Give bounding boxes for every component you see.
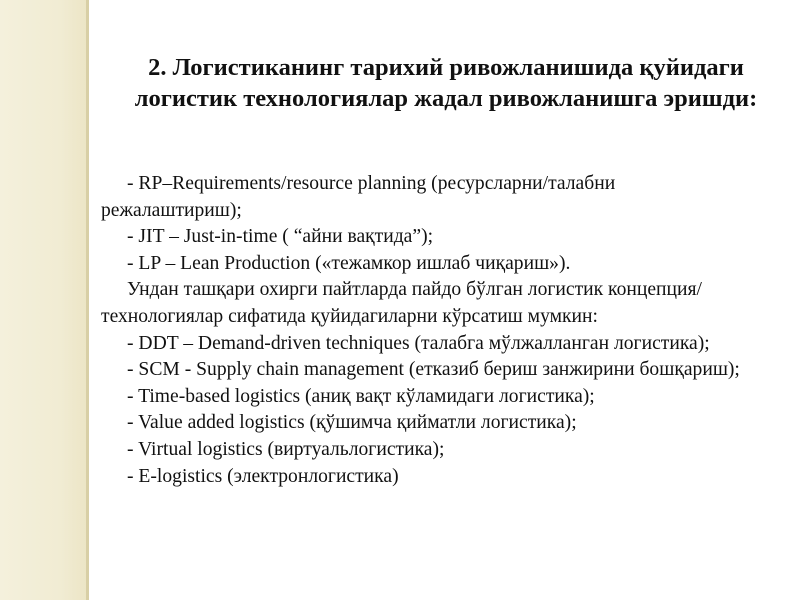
body-paragraph-intro: Ундан ташқари охирги пайтларда пайдо бўлган логистик концепция/технологиялар сифатида қуйидагиларни кўрсатиш мумкин: bbox=[101, 279, 702, 327]
body-paragraph-jit: - JIT – Just-in-time ( “айни вақтида”); bbox=[127, 226, 434, 248]
body-paragraph-time-based: - Time-based logistics (аниқ вақт кўламидаги логистика); bbox=[127, 385, 595, 407]
body-paragraph-lp: - LP – Lean Production («тежамкор ишлаб чиқариш»). bbox=[127, 252, 571, 274]
side-decoration-line bbox=[86, 0, 89, 600]
slide-title: 2. Логистиканинг тарихий ривожланишида қуйидаги логистик технологиялар жадал ривожланишга эришди: bbox=[134, 54, 758, 112]
body-paragraph-e-logistics: - E-logistics (электронлогистика) bbox=[127, 465, 399, 487]
slide-body bbox=[101, 171, 741, 490]
body-paragraph-value-added: - Value added logistics (қўшимча қийматли логистика); bbox=[127, 412, 577, 434]
body-paragraph-rp: - RP–Requirements/resource planning (ресурсларни/талабни режалаштириш); bbox=[101, 173, 616, 221]
body-paragraph-scm: - SCM - Supply chain management (етказиб бериш занжирини бошқариш); bbox=[127, 359, 740, 381]
body-paragraph-ddt: - DDT – Demand-driven techniques (талабга мўлжалланган логистика); bbox=[127, 332, 710, 354]
side-decoration-band bbox=[0, 0, 86, 600]
body-paragraph-virtual: - Virtual logistics (виртуальлогистика); bbox=[127, 438, 445, 460]
